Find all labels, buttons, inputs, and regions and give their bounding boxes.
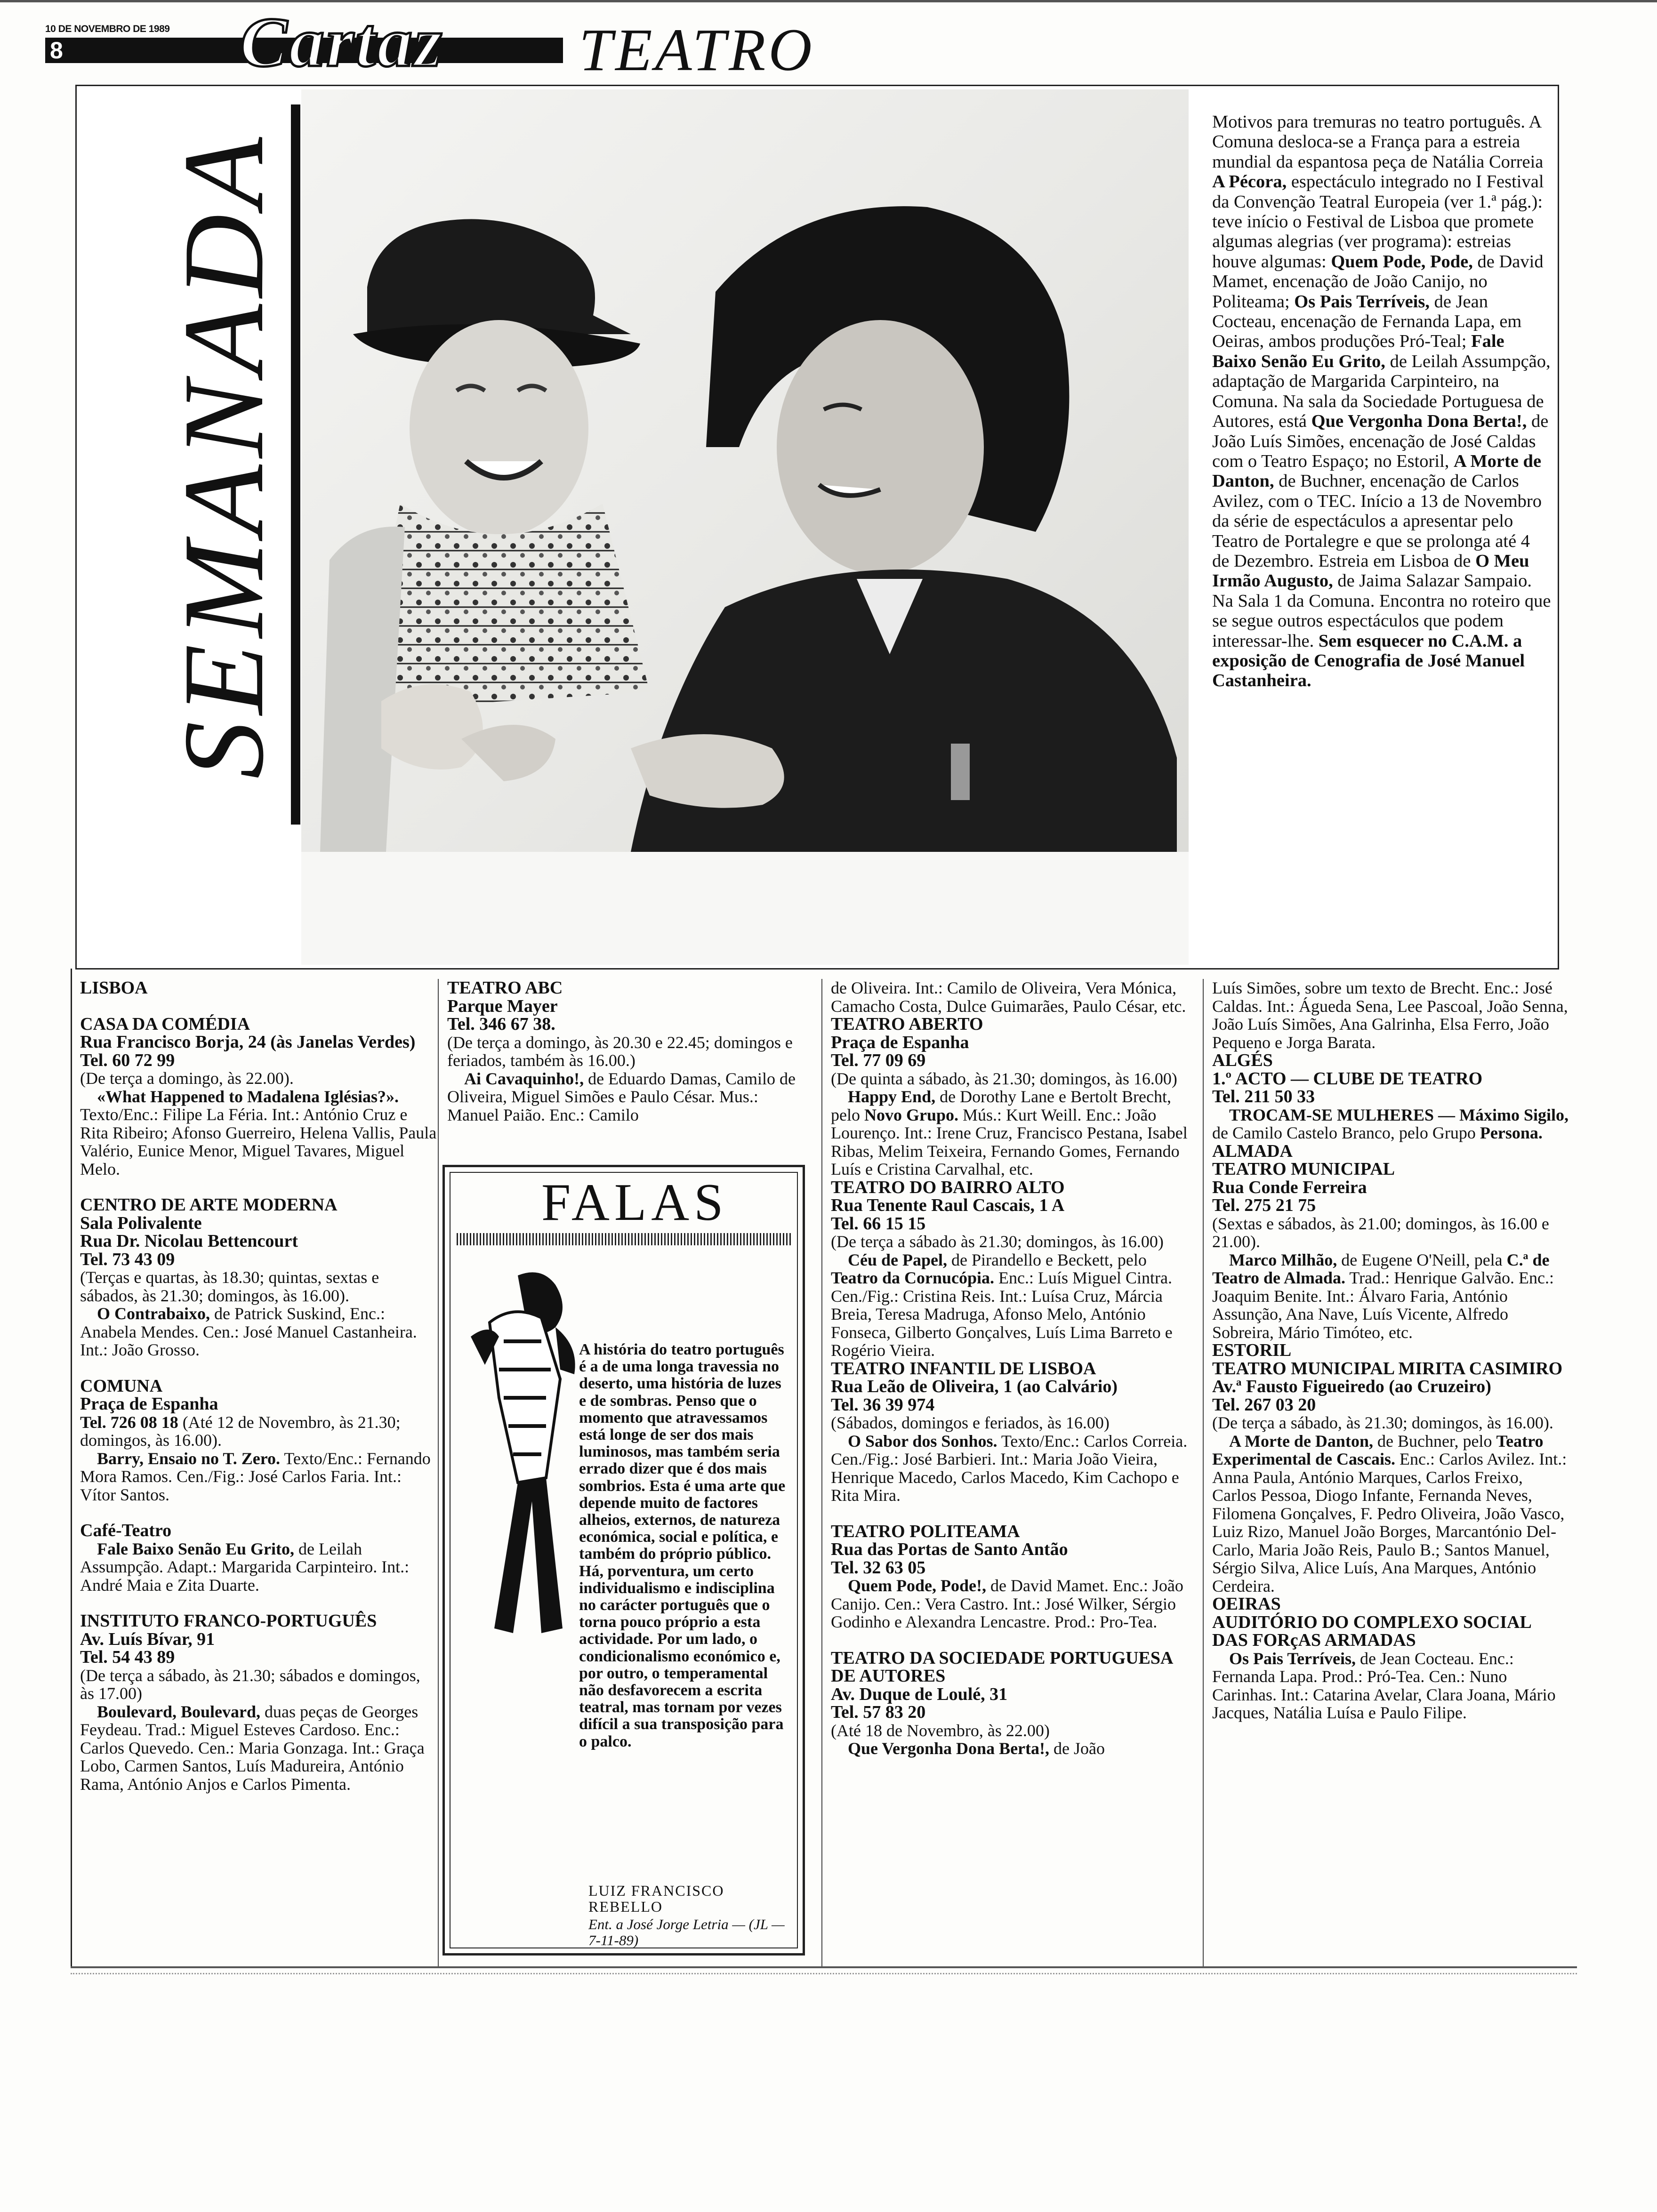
listing-text: de João — [1049, 1739, 1105, 1758]
show-title: Os Pais Terríveis, — [1229, 1649, 1356, 1668]
intro-bold-run: Quem Pode, Pode, — [1331, 251, 1473, 272]
venue-heading: TEATRO DO BAIRRO ALTO — [831, 1177, 1065, 1197]
listing-text: (Até 12 de Novembro, às 21.30; domingos, às 16.00). — [80, 1412, 401, 1450]
listings-column-1 — [80, 979, 438, 1793]
city-heading: OEIRAS — [1212, 1594, 1281, 1614]
falas-quote: A história do teatro português é a de uma longa travessia no deserto, uma história de luzes e de sombras. Penso que o momento que atravessamos está longe de ser dos mais luminosos, mas também seria errado dizer que é dos mais sombrios. Esta é uma arte que depende muito de factores alheios, externos, de natureza económica, social e política, e também do próprio público. Há, porventura, um certo individualismo e indisciplina no carácter português que o torna pouco próprio a esta actividade. Por um lado, o condicionalismo económico e, por outro, o temperamental não desfavorecem a escrita teatral, mas tornam por vezes difícil a sua transposição para o palco. — [579, 1341, 786, 1750]
venue-heading: Praça de Espanha — [831, 1032, 969, 1052]
venue-heading: Praça de Espanha — [80, 1394, 218, 1414]
venue-heading: Av. Duque de Loulé, 31 — [831, 1684, 1008, 1704]
venue-heading: CENTRO DE ARTE MODERNA — [80, 1195, 338, 1215]
listing-text: Enc.: Carlos Avilez. Int.: Anna Paula, António Marques, Carlos Freixo, Carlos Pessoa, Diogo Infante, Fernanda Neves, Filomena Gonçalves, F. Pedro Oliveira, João Vasco, Luiz Rizo, Manuel João Borges, Marcantónio Del-Carlo, Maria João Reis, Paulo B.; Santos Manuel, Sérgio Silva, Alice Luís, Ana Marques, António Cerdeira. — [1212, 1450, 1567, 1595]
page-top-rule — [0, 0, 1657, 2]
venue-heading: Rua Conde Ferreira — [1212, 1177, 1367, 1197]
listing-text: de Pirandello e Beckett, pelo — [947, 1250, 1147, 1269]
venue-heading: TEATRO INFANTIL DE LISBOA — [831, 1358, 1096, 1378]
issue-date: 10 DE NOVEMBRO DE 1989 — [45, 24, 170, 34]
listing-text: de Oliveira. Int.: Camilo de Oliveira, Vera Mónica, Camacho Costa, Dulce Guimarães, Paulo César, etc. — [831, 978, 1186, 1016]
intro-bold-run: O Meu Irmão Augusto, — [1212, 551, 1529, 591]
city-heading: ESTORIL — [1212, 1340, 1292, 1360]
listing-text: de Leilah Assumpção. Adapt.: Margarida Carpinteiro. Int.: André Maia e Zita Duarte. — [80, 1539, 410, 1595]
listing-text: (De terça a domingo, às 22.00). — [80, 1069, 294, 1088]
column-rule — [438, 979, 439, 1967]
intro-bold-run: Que Vergonha Dona Berta!, — [1311, 411, 1527, 432]
city-heading: LISBOA — [80, 978, 148, 998]
intro-text-run: Motivos para tremuras no teatro português. A Comuna desloca-se a França para a estreia mundial da espantosa peça de Natália Correia — [1212, 112, 1544, 172]
show-title: Persona. — [1480, 1123, 1543, 1142]
venue-heading: Tel. 77 09 69 — [831, 1050, 926, 1070]
venue-heading: Café-Teatro — [80, 1521, 172, 1540]
listing-entry — [1212, 1432, 1570, 1595]
show-title: Novo Grupo. — [864, 1105, 959, 1124]
venue-heading: Av.ª Fausto Figueiredo (ao Cruzeiro) — [1212, 1377, 1491, 1396]
venue-heading: Tel. 73 43 09 — [80, 1249, 175, 1269]
listing-text: de Camilo Castelo Branco, pelo Grupo — [1212, 1123, 1480, 1142]
feature-intro — [1212, 112, 1551, 691]
venue-heading: TEATRO MUNICIPAL MIRITA CASIMIRO — [1212, 1358, 1563, 1378]
listing-text: Texto/Enc.: Fernando Mora Ramos. Cen./Fig.: José Carlos Faria. Int.: Vítor Santos. — [80, 1449, 431, 1504]
listing-text: (Até 18 de Novembro, às 22.00) — [831, 1721, 1050, 1740]
page-bottom-dots — [71, 1973, 1577, 1974]
intro-text-run: de David Mamet, encenação de João Canijo, no Politeama; — [1212, 251, 1544, 312]
venue-heading: Tel. 346 67 38. — [447, 1014, 555, 1034]
semanada-title: SEMANADA — [160, 130, 287, 779]
listing-text: (De terça a sábado, às 21.30; sábados e domingos, às 17.00) — [80, 1666, 420, 1703]
listing-entry — [831, 1739, 1189, 1758]
intro-text-run: de Leilah Assumpção, adaptação de Margarida Carpinteiro, na Comuna. Na sala da Sociedade Portuguesa de Autores, está — [1212, 351, 1551, 432]
show-title: «What Happened to Madalena Iglésias?». — [97, 1087, 399, 1106]
show-title: Ai Cavaquinho!, — [464, 1069, 584, 1088]
listing-entry — [80, 1703, 438, 1794]
listing-entry — [80, 1088, 438, 1178]
column-rule — [1203, 979, 1204, 1967]
intro-bold-run: A Pécora, — [1212, 172, 1287, 192]
column-rule — [821, 979, 822, 1967]
listing-text: Mús.: Kurt Weill. Enc.: João Lourenço. Int.: Irene Cruz, Francisco Pestana, Isabel Ribas, Melim Teixeira, Fernando Gomes, Fernando Luís e Cristina Carvalhal, etc. — [831, 1105, 1188, 1178]
show-title: Happy End, — [848, 1087, 936, 1106]
listing-text: (De terça a domingo, às 20.30 e 22.45; domingos e feriados, também às 16.00.) — [447, 1033, 793, 1070]
listing-entry — [80, 1305, 438, 1359]
show-title: Barry, Ensaio no T. Zero. — [97, 1449, 281, 1468]
venue-heading: Tel. 54 43 89 — [80, 1647, 175, 1667]
venue-heading: 1.º ACTO — CLUBE DE TEATRO — [1212, 1068, 1483, 1089]
show-title: O Sabor dos Sonhos. — [848, 1431, 997, 1451]
feature-divider — [291, 104, 300, 825]
show-title: A Morte de Danton, — [1229, 1431, 1373, 1451]
venue-heading: TEATRO ABERTO — [831, 1014, 983, 1034]
section-title: TEATRO — [579, 16, 815, 83]
intro-text-run: espectáculo integrado no I Festival da Convenção Teatral Europeia (ver 1.ª pág.): teve início o Festival de Lisboa que promete algumas alegrias (ver programa): estreias houve algumas: — [1212, 172, 1544, 272]
listing-entry — [80, 1540, 438, 1595]
venue-heading: Parque Mayer — [447, 996, 558, 1016]
intro-text-run: de João Luís Simões, encenação de José Caldas com o Teatro Espaço; no Estoril, — [1212, 411, 1549, 471]
listing-entry — [1212, 1106, 1570, 1142]
listing-text: (De terça a sábado, às 21.30; domingos, às 16.00). — [1212, 1413, 1553, 1432]
spacer — [80, 1178, 438, 1196]
listing-entry — [447, 1070, 805, 1124]
listing-entry — [80, 1450, 438, 1504]
show-title: Fale Baixo Senão Eu Grito, — [97, 1539, 295, 1558]
venue-heading: Tel. 36 39 974 — [831, 1395, 935, 1415]
city-heading: ALMADA — [1212, 1141, 1293, 1161]
venue-heading: Tel. 275 21 75 — [1212, 1195, 1316, 1215]
listing-entry — [80, 1413, 438, 1450]
listings-column-3 — [831, 979, 1189, 1758]
venue-heading: TEATRO DA SOCIEDADE PORTUGUESA DE AUTORES — [831, 1648, 1173, 1686]
show-title: Marco Milhão, — [1229, 1250, 1337, 1269]
harlequin-figure-icon — [461, 1257, 584, 1643]
page-number: 8 — [50, 37, 63, 64]
show-title: O Contrabaixo, — [97, 1304, 210, 1323]
spacer — [80, 1594, 438, 1612]
spacer — [831, 1631, 1189, 1649]
listing-text: Trad.: Henrique Galvão. Enc.: Joaquim Benite. Int.: Álvaro Faria, António Assunção, Ana Nave, Luís Vicente, Alfredo Sobreira, Mário Timóteo, etc. — [1212, 1268, 1554, 1342]
intro-bold-run: Sem esquecer no C.A.M. a exposição de Cenografia de José Manuel Castanheira. — [1212, 631, 1525, 691]
venue-heading: CASA DA COMÉDIA — [80, 1014, 250, 1034]
venue-heading: TEATRO ABC — [447, 978, 563, 998]
listing-entry — [831, 1577, 1189, 1631]
cartaz-logo: Cartaz — [240, 3, 444, 81]
listing-text: de Buchner, pelo — [1373, 1431, 1496, 1451]
page-bottom-rule — [71, 1966, 1577, 1968]
spacer — [831, 1505, 1189, 1523]
venue-heading: INSTITUTO FRANCO-PORTUGUÊS — [80, 1611, 377, 1631]
falas-source: Ent. a José Jorge Letria — (JL — 7-11-89) — [588, 1916, 785, 1948]
venue-heading: Tel. 32 63 05 — [831, 1557, 926, 1578]
intro-text-run: de Jaima Salazar Sampaio. Na Sala 1 da Comuna. Encontra no roteiro que se segue outros espectáculos que podem interessar-lhe. — [1212, 571, 1551, 651]
listing-text: de Patrick Suskind, Enc.: Anabela Mendes. Cen.: José Manuel Castanheira. Int.: João Grosso. — [80, 1304, 417, 1359]
intro-bold-run: Fale Baixo Senão Eu Grito, — [1212, 331, 1504, 371]
listing-text: Texto/Enc.: Filipe La Féria. Int.: António Cruz e Rita Ribeiro; Afonso Guerreiro, Helena Vallis, Paula Valério, Eunice Menor, Miguel Tavares, Miguel Melo. — [80, 1105, 437, 1178]
intro-bold-run: Os Pais Terríveis, — [1294, 291, 1430, 312]
venue-heading: Sala Polivalente — [80, 1213, 202, 1233]
listing-text: Texto/Enc.: Carlos Correia. Cen./Fig.: José Barbieri. Int.: Maria João Vieira, Henrique Macedo, Carlos Macedo, Kim Cachopo e Rita Mira. — [831, 1431, 1188, 1505]
falas-author: LUIZ FRANCISCO REBELLO — [588, 1882, 724, 1915]
listing-text: Enc.: Luís Miguel Cintra. Cen./Fig.: Cristina Reis. Int.: Luísa Cruz, Márcia Breia, Teresa Madruga, Afonso Melo, António Fonseca, Gilberto Gonçalves, Luís Lima Barreto e Rogério Vieira. — [831, 1268, 1173, 1360]
city-heading: ALGÉS — [1212, 1050, 1273, 1070]
listing-text: de David Mamet. Enc.: João Canijo. Cen.: Vera Castro. Int.: José Wilker, Sérgio Godinho e Alexandra Lencastre. Prod.: Pro-Tea. — [831, 1576, 1183, 1631]
listing-text: (De quinta a sábado, às 21.30; domingos, às 16.00) — [831, 1069, 1177, 1088]
listing-text: de Jean Cocteau. Enc.: Fernanda Lapa. Prod.: Pró-Tea. Cen.: Nuno Carinhas. Int.: Catarina Avelar, Clara Joana, Mário Jacques, Natália Luísa e Paulo Filipe. — [1212, 1649, 1556, 1722]
intro-text-run: de Jean Cocteau, encenação de Fernanda Lapa, em Oeiras, ambos produções Pró-Teal; — [1212, 291, 1522, 352]
listing-text: Luís Simões, sobre um texto de Brecht. Enc.: José Caldas. Int.: Águeda Sena, Lee Pascoal, João Senna, João Luís Simões, Ana Galrinha, Elsa Ferro, João Pequeno e Jorga Barata. — [1212, 978, 1568, 1052]
intro-text-run: de Buchner, encenação de Carlos Avilez, com o TEC. Início a 13 de Novembro da série de espectáculos a apresentar pelo Teatro de Portalegre e que se prolonga até 4 de Dezembro. Estreia em Lisboa de — [1212, 471, 1542, 571]
show-title: Que Vergonha Dona Berta!, — [848, 1739, 1050, 1758]
venue-heading: TEATRO MUNICIPAL — [1212, 1159, 1395, 1179]
venue-heading: TEATRO POLITEAMA — [831, 1521, 1020, 1541]
venue-heading: Rua Dr. Nicolau Bettencourt — [80, 1231, 298, 1251]
photo-two-actors-icon — [301, 89, 1189, 965]
listing-text: duas peças de Georges Feydeau. Trad.: Miguel Esteves Cardoso. Enc.: Carlos Quevedo. Cen.: Maria Gonzaga. Int.: Graça Lobo, Carmen Santos, Luís Madureira, António Rama, António Anjos e Carlos Pimenta. — [80, 1702, 425, 1794]
venue-heading: Tel. 267 03 20 — [1212, 1395, 1316, 1415]
listing-text: de Dorothy Lane e Bertolt Brecht, pelo — [831, 1087, 1171, 1124]
listing-text: (De terça a sábado às 21.30; domingos, às 16.00) — [831, 1232, 1164, 1251]
show-title: Teatro da Cornucópia. — [831, 1268, 995, 1287]
show-title: Céu de Papel, — [848, 1250, 947, 1269]
falas-title: FALAS — [541, 1173, 728, 1232]
show-title: Quem Pode, Pode!, — [848, 1576, 986, 1595]
listing-entry — [831, 1251, 1189, 1360]
listing-entry — [831, 1432, 1189, 1505]
listing-text: (Sábados, domingos e feriados, às 16.00) — [831, 1413, 1110, 1432]
intro-bold-run: A Morte de Danton, — [1212, 451, 1542, 491]
spacer — [80, 1359, 438, 1377]
venue-heading: Tel. 66 15 15 — [831, 1213, 926, 1234]
show-title: Boulevard, Boulevard, — [97, 1702, 261, 1721]
venue-heading: Tel. 57 83 20 — [831, 1702, 926, 1722]
venue-heading: Rua das Portas de Santo Antão — [831, 1539, 1068, 1559]
listing-text: de Eugene O'Neill, pela — [1337, 1250, 1507, 1269]
falas-hatch-rule — [457, 1233, 791, 1245]
listings-column-4 — [1212, 979, 1570, 1722]
listing-entry — [1212, 1650, 1570, 1722]
listing-text: (Sextas e sábados, às 21.00; domingos, às 16.00 e 21.00). — [1212, 1214, 1549, 1251]
listing-text: (Terças e quartas, às 18.30; quintas, sextas e sábados, às 21.30; domingos, às 16.00). — [80, 1268, 379, 1305]
venue-heading: AUDITÓRIO DO COMPLEXO SOCIAL DAS FORçAS ARMADAS — [1212, 1612, 1531, 1650]
venue-heading: Rua Leão de Oliveira, 1 (ao Calvário) — [831, 1377, 1118, 1396]
spacer — [80, 997, 438, 1015]
show-title: TROCAM-SE MULHERES — Máximo Sigilo, — [1229, 1105, 1569, 1124]
show-title: Teatro Experimental de Cascais. — [1212, 1431, 1544, 1468]
venue-heading: Rua Tenente Raul Cascais, 1 A — [831, 1195, 1065, 1215]
listings-column-2 — [447, 979, 805, 1124]
listing-entry — [831, 1088, 1189, 1178]
show-title: C.ª de Teatro de Almada. — [1212, 1250, 1550, 1287]
listing-entry — [1212, 1251, 1570, 1342]
spacer — [80, 1504, 438, 1522]
venue-heading: Av. Luís Bívar, 91 — [80, 1629, 215, 1649]
venue-heading: Tel. 60 72 99 — [80, 1050, 175, 1070]
venue-heading: Rua Francisco Borja, 24 (às Janelas Verdes) — [80, 1032, 416, 1052]
venue-heading: Tel. 211 50 33 — [1212, 1087, 1315, 1106]
listing-text: de Eduardo Damas, Camilo de Oliveira, Miguel Simões e Paulo César. Mus.: Manuel Paião. Enc.: Camilo — [447, 1069, 796, 1124]
show-title: Tel. 726 08 18 — [80, 1412, 178, 1432]
venue-heading: COMUNA — [80, 1376, 163, 1396]
